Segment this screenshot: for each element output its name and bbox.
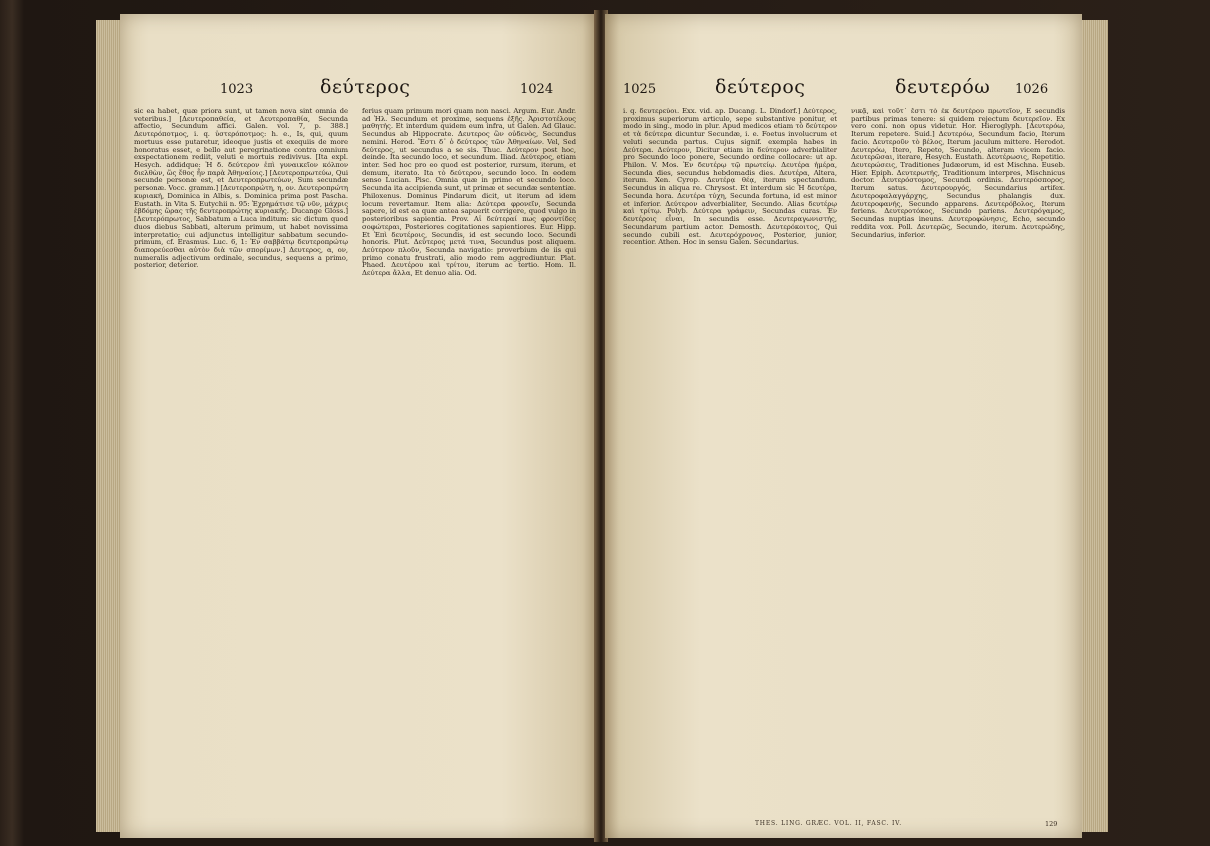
left-page <box>120 14 597 838</box>
column-number-left-a: 1023 <box>220 82 254 97</box>
left-column-a <box>134 108 348 813</box>
right-column-b-text: νικᾷ, καὶ τοῦτ᾽ ἔστι τὸ ἐκ δευτέρου πρωτεῖον, E secundis partibus primas tenere: si quidem rejectum δευτερεῖον. Ex vero coni. non opus videtur. Hor. Hieroglyph. [Δευτερόω, Iterum repetere. Suid.] Δευτερόω, Secundum facio, Iterum facio. Δευτεροῦν τὸ βέλος, Iterum jaculum mittere. Herodot. Δευτερόω, Itero, Repeto, Secundo, alteram vicem facio. Δευτερῶσαι, iterare, Hesych. Eustath. Δευτέρωσις, Repetitio. Δευτερώσεις, Traditiones Judæorum, id est Mischna. Euseb. Hier. Epiph. Δευτερωτής, Traditionum interpres, Mischnicus doctor. Δευτερόστομος, Secundi ordinis. Δευτερόσπορος, Iterum satus. Δευτερουργός, Secundarius artifex. Δευτεροφαλαγγάρχης, Secundus phalangis dux. Δευτεροφανής, Secundo apparens. Δευτερόβολος, Iterum feriens. Δευτεροτόκος, Secundo pariens. Δευτερόγαμος, Secundas nuptias ineuns. Δευτεροφώνησις, Echo, secundo reddita vox. Poll. Δευτερῶς, Secundo, iterum. Δευτερώδης, Secundarius, inferior. <box>851 108 1065 239</box>
page-edges-left <box>96 20 120 832</box>
left-running-head <box>120 72 597 102</box>
page-edges-right <box>1082 20 1108 832</box>
right-column-b <box>851 108 1065 813</box>
left-column-b <box>362 108 576 813</box>
right-running-head <box>605 72 1082 102</box>
page-signature: 129 <box>1045 820 1058 828</box>
headword-right-b: δευτερόω <box>895 76 991 98</box>
headword-right-a: δεύτερος <box>715 76 806 98</box>
column-number-right-a: 1025 <box>623 82 657 97</box>
column-number-left-b: 1024 <box>520 82 554 97</box>
column-number-right-b: 1026 <box>1015 82 1049 97</box>
right-page <box>605 14 1082 838</box>
right-column-a <box>623 108 837 813</box>
page-footer: THES. LING. GRÆC. VOL. II, FASC. IV. <box>755 820 902 827</box>
right-column-a-text: i. q. δευτερεύοι. Exx. vid. ap. Ducang. L. Dindorf.] Δεύτερος, proximus superiorum articulo, sepe substantive ponitur, et modo in sing., modo in plur. Apud medicos etiam τὸ δεύτερον et τὰ δεύτερα dicuntur Secundæ, i. e. Foetus involucrum et veluti secunda partus. Cujus signif. exempla habes in Δεύτερα. Δεύτερον, Dicitur etiam in δεύτερον adverbialiter pro Secundo loco ponere, Secundo ordine collocare: ut ap. Philon. V. Mos. Ἐν δευτέρῳ τῷ πρωτείῳ. Δευτέρα ἡμέρα, Secunda dies, secundus hebdomadis dies. Δευτέρα, Altera, iterum. Xen. Cyrop. Δευτέρᾳ θέᾳ, iterum spectandum. Secundus in aliqua re. Chrysost. Et interdum sic Ἡ δευτέρα, Secunda hora. Δευτέρα τύχη, Secunda fortuna, id est minor et inferior. Δεύτερον adverbialiter, Secundo. Alias δευτέρῳ καὶ τρίτῳ. Polyb. Δεύτερα γράφειν, Secundas curas. Ἐν δευτέροις εἶναι, In secundis esse. Δευτεραγωνιστής, Secundarum partium actor. Demosth. Δευτερόκοιτος, Qui secundo cubili est. Δευτερόχρονος, Posterior, junior, recentior. Athen. Hoc in sensu Galen. Secundarius. <box>623 108 837 247</box>
left-column-b-text: ferius quam primum mori quam non nasci. Argum. Eur. Andr. ad Ἡλ. Secundum et proxime, sequens ἐξῆς. Ἀριστοτέλους μαθητής. Et interdum quidem eum infra, ut Galen. Ad Glauc. Secundus ab Hippocrate. Δευτερος ὢν οὐδενὸς, Secundus nemini. Herod. Ἔστι δ᾽ ὁ δεύτερος τῶν Ἀθηναίων. Vel, Sed δεύτερος, ut secundus a se sis. Thuc. Δεύτερον post hoc, deinde. Ita secundo loco, et secundum. Iliad. Δεύτερος, etiam inter. Sed hoc pro eo quod est posterior, rursum, iterum, et demum, iterato. Ita τὸ δεύτερον, secundo loco. In eodem senso Lucian. Pisc. Omnia quæ in primo et secundo loco. Secunda ita accipienda sunt, ut primæ et secundæ sententiæ. Philoxenus. Dominus Pindarum dicit, ut iterum ad idem locum revertamur. Item alia: Δεύτερα φρονεῖν, Secunda sapere, id est ea quæ antea sapuerit corrigere, quod vulgo in posterioribus sapientia. Prov. Αἱ δεύτεραί πως φροντίδες σοφώτεραι, Posteriores cogitationes sapientiores. Eur. Hipp. Et Ἐπὶ δευτέροις, Secundis, id est secundo loco. Secundi honoris. Plut. Δεύτερος μετά τινα, Secundus post aliquem. Δεύτερον πλοῦν, Secunda navigatio: proverbium de iis qui primo conatu frustrati, alio modo rem aggrediuntur. Plat. Phaed. Δευτέρου καὶ τρίτου, iterum ac tertio. Hom. Il. Δεύτερα ἄλλα, Et denuo alia. Od. <box>362 108 576 278</box>
left-column-a-text: sic ea habet, quæ priora sunt, ut tamen nova sint omnia de veteribus.] [Δευτεροπαθεία, et Δευτεροπαθία, Secunda affectio, Secundum affici. Galen. vol. 7, p. 388.] Δευτερόποτμος, i. q. ὑστερόποτμος: h. e., Is, qui, quum mortuus esse putaretur, ideoque justis et exequiis de more honoratus esset, e bello aut peregrinatione contra omnium exspectationem rediit, veluti e mortuis redivivus. [Ita expl. Hesych. addidque: Ἡ δ. δεύτερον ἐπὶ γυναικεῖον κόλπον διελθὼν, ὥς ἔθος ἦν παρὰ Ἀθηναίοις.] [Δευτεροπρωτεύω, Qui secunde personæ est, et Δευτεροπρωτεύων, Sum secundæ personæ. Vocc. gramm.] [Δευτεροπρώτη, η, ον. Δευτεροπρώτη κυριακή, Dominica in Albis, s. Dominica prima post Pascha. Eustath. in Vita S. Eutychii n. 95: Ἐχρημάτισε τῷ νῦν, μάχρις ἑβδόμης ὥρας τῆς δευτεροπρώτης κυριακῆς. Ducange Gloss.] [Δευτερόπρωτος, Sabbatum a Luca inditum: sic dictum quod duos diebus Sabbati, alterum primum, ut habet novissima interpretatio; cui adjunctus intelligitur sabbatum secundo-primum, cf. Erasmus. Luc. 6, 1: Ἐν σαββάτῳ δευτεροπρώτῳ διαπορεύεσθαι αὐτὸν διὰ τῶν σπορίμων.] Δευτερος, α, ον, numeralis adjectivum ordinale, secundus, sequens a primo, posterior, deterior. <box>134 108 348 270</box>
headword-left: δεύτερος <box>320 76 411 98</box>
